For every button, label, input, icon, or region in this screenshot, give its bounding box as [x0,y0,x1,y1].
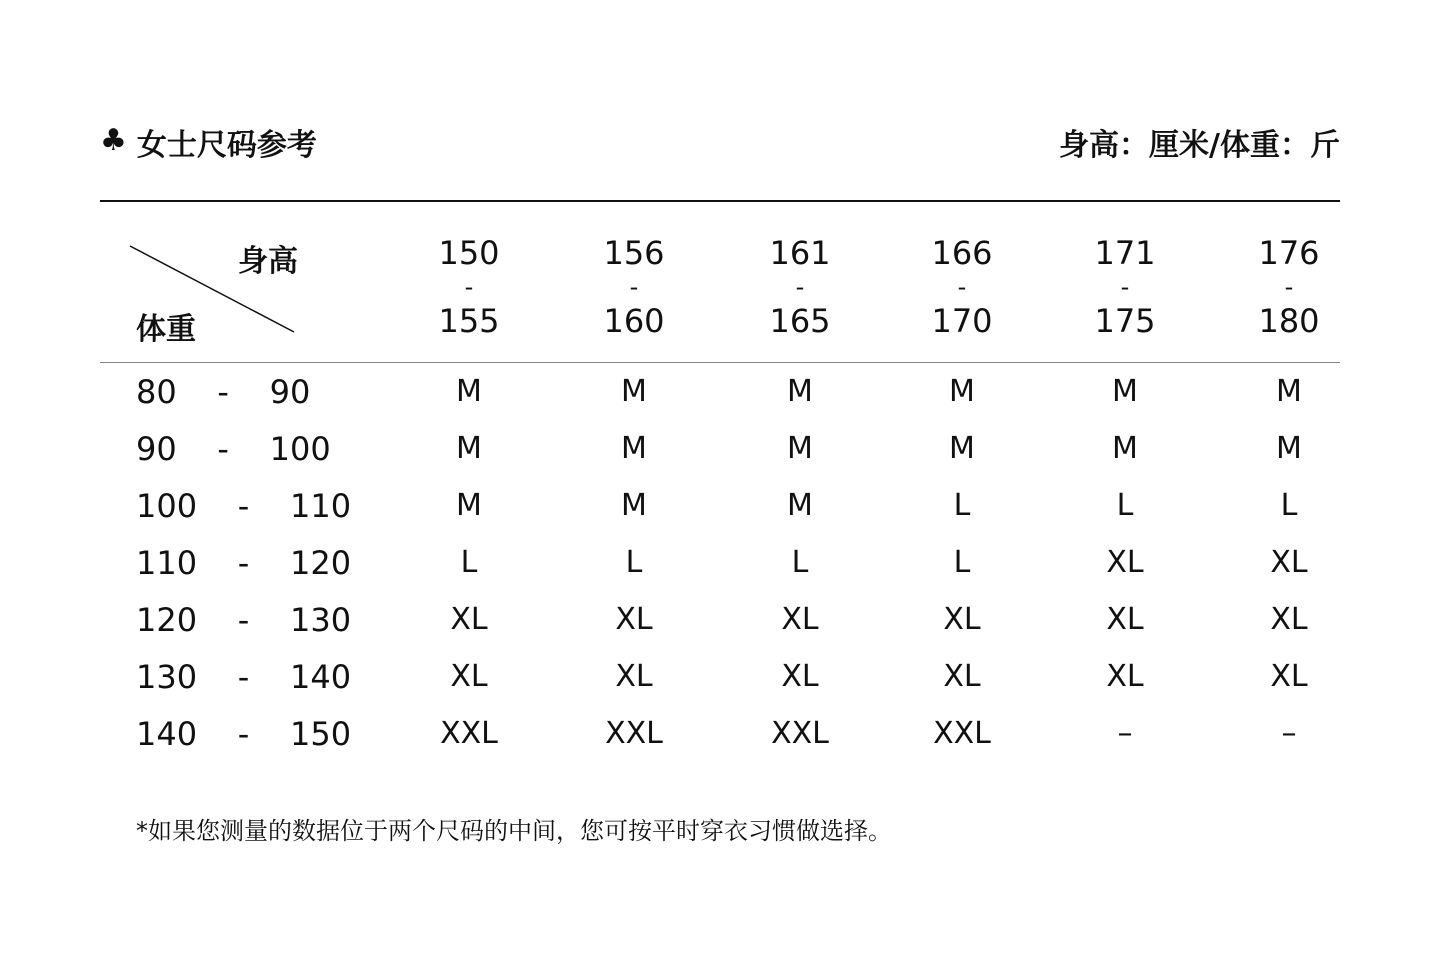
column-header-height-range [730,236,870,338]
size-cell: M [787,431,813,466]
size-cell: XL [781,602,819,637]
size-cell: M [621,431,647,466]
weight-range-label: 80 - 90 [136,373,311,411]
height-range-dash: - [1120,273,1130,301]
size-cell: XL [450,602,488,637]
height-range-from: 150 [438,234,500,272]
weight-range-label: 90 - 100 [136,430,331,468]
units-label: 身高：厘米/体重：斤 [1059,128,1340,163]
size-cell: M [621,374,647,409]
size-cell: XL [615,659,653,694]
size-cell: M [621,488,647,523]
size-cell: XL [943,602,981,637]
page-title: 女士尺码参考 [136,128,317,163]
height-range-to: 155 [438,302,500,340]
column-header-height-range [399,236,539,338]
weight-range-label: 120 - 130 [136,601,352,639]
size-cell: XL [1270,602,1308,637]
table-row [0,543,1440,583]
size-cell: XL [1270,545,1308,580]
club-icon: ♣ [100,123,127,158]
size-cell: M [1276,374,1302,409]
height-range-dash: - [464,273,474,301]
size-cell: XXL [933,716,991,751]
weight-range-label: 100 - 110 [136,487,352,525]
corner-height-label: 身高 [238,244,298,279]
size-cell: XL [1106,659,1144,694]
size-cell: XL [943,659,981,694]
size-cell: L [625,545,643,580]
size-cell: L [1280,488,1298,523]
title-group [100,120,317,164]
size-cell: M [456,488,482,523]
size-cell: M [787,374,813,409]
height-range-to: 170 [931,302,993,340]
height-range-from: 171 [1094,234,1156,272]
column-header-height-range [892,236,1032,338]
size-cell: M [787,488,813,523]
size-cell: XL [781,659,819,694]
size-cell: XL [1106,602,1144,637]
weight-range-label: 140 - 150 [136,715,352,753]
footnote: *如果您测量的数据位于两个尺码的中间，您可按平时穿衣习惯做选择。 [136,817,892,845]
table-row [0,429,1440,469]
page-header [100,120,1340,164]
table-row [0,714,1440,754]
table-row [0,486,1440,526]
size-cell: XXL [771,716,829,751]
height-range-to: 160 [603,302,665,340]
height-range-dash: - [957,273,967,301]
size-cell: L [791,545,809,580]
size-cell: M [1276,431,1302,466]
size-cell: M [456,374,482,409]
height-range-dash: - [629,273,639,301]
size-cell: XXL [440,716,498,751]
size-cell: XL [615,602,653,637]
height-range-from: 156 [603,234,665,272]
size-cell: M [1112,374,1138,409]
height-range-from: 176 [1258,234,1320,272]
column-header-height-range [1219,236,1359,338]
size-cell: XL [450,659,488,694]
size-cell: – [1281,716,1297,751]
weight-range-label: 110 - 120 [136,544,352,582]
height-range-dash: - [1284,273,1294,301]
height-range-from: 166 [931,234,993,272]
size-cell: L [1116,488,1134,523]
size-cell: XL [1270,659,1308,694]
size-cell: M [456,431,482,466]
height-range-from: 161 [769,234,831,272]
size-cell: – [1117,716,1133,751]
height-range-dash: - [795,273,805,301]
header-divider [100,362,1340,363]
height-range-to: 180 [1258,302,1320,340]
table-row [0,600,1440,640]
size-cell: L [460,545,478,580]
size-cell: XXL [605,716,663,751]
column-header-height-range [1055,236,1195,338]
size-cell: M [949,431,975,466]
height-range-to: 175 [1094,302,1156,340]
table-row [0,657,1440,697]
table-row [0,372,1440,412]
size-cell: M [949,374,975,409]
column-header-height-range [564,236,704,338]
size-cell: L [953,545,971,580]
table-corner-header [100,222,360,352]
size-cell: L [953,488,971,523]
corner-weight-label: 体重 [136,312,196,347]
height-range-to: 165 [769,302,831,340]
top-divider [100,200,1340,202]
weight-range-label: 130 - 140 [136,658,352,696]
size-cell: XL [1106,545,1144,580]
size-cell: M [1112,431,1138,466]
